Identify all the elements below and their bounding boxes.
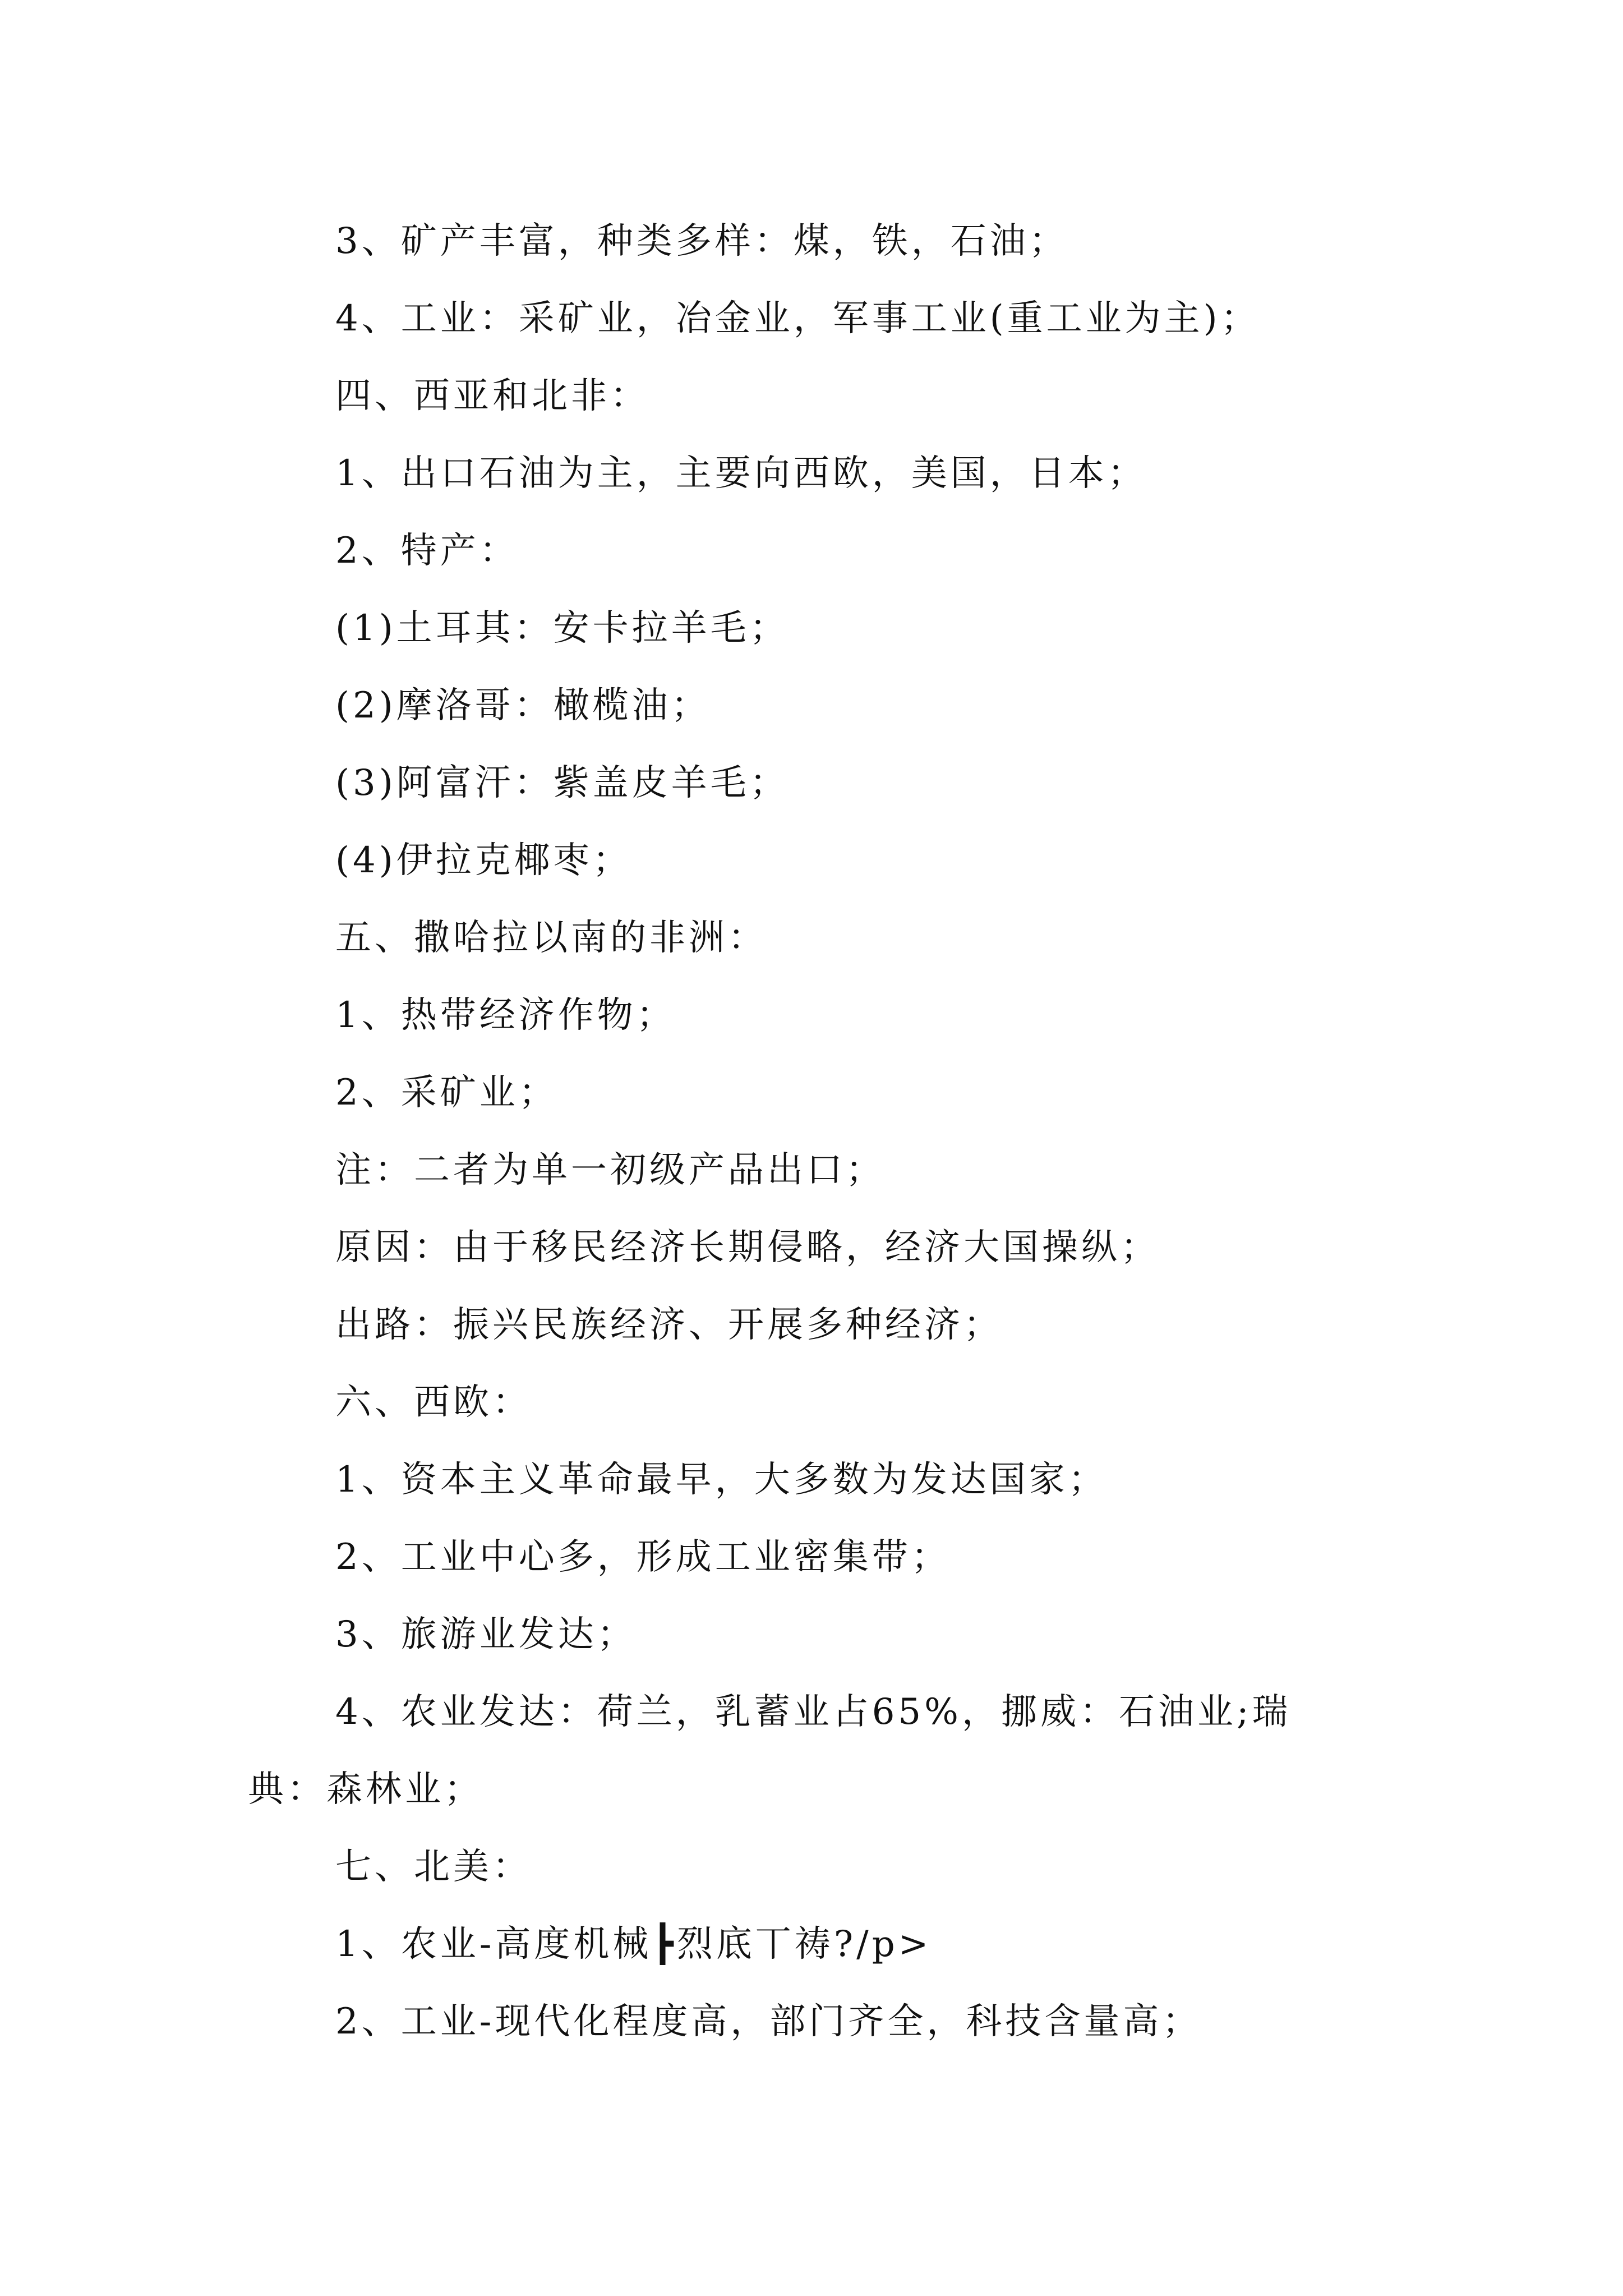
text-line: 3、矿产丰富，种类多样：煤，铁，石油；	[335, 220, 1068, 262]
text-line: (3)阿富汗：紫盖皮羊毛；	[335, 762, 789, 804]
text-line: 2、采矿业；	[335, 1072, 558, 1114]
text-line: (2)摩洛哥：橄榄油；	[335, 685, 711, 726]
text-line: (4)伊拉克椰枣；	[335, 840, 632, 881]
section-heading: 四、西亚和北非：	[335, 375, 649, 417]
text-line: 2、工业中心多，形成工业密集带；	[335, 1536, 951, 1578]
text-line: 2、工业-现代化程度高，部门齐全，科技含量高；	[335, 2001, 1202, 2042]
text-line: 1、热带经济作物；	[335, 995, 676, 1036]
text-line: 4、农业发达：荷兰，乳蓄业占65%，挪威：石油业;瑞	[335, 1691, 1292, 1733]
text-line: 原因：由于移民经济长期侵略，经济大国操纵；	[335, 1227, 1160, 1268]
section-heading: 五、撒哈拉以南的非洲：	[335, 917, 767, 959]
text-line: 4、工业：采矿业，冶金业，军事工业(重工业为主)；	[335, 298, 1260, 339]
text-line: 1、出口石油为主，主要向西欧，美国，日本；	[335, 453, 1147, 494]
section-heading: 六、西欧：	[335, 1382, 532, 1423]
text-line: 1、农业-高度机械┣烈底丅祷?/p>	[335, 1924, 932, 1965]
text-line-continuation: 典：森林业；	[248, 1769, 483, 1810]
text-line: 注：二者为单一初级产品出口；	[335, 1149, 885, 1191]
section-heading: 七、北美：	[335, 1846, 532, 1888]
text-line: 2、特产：	[335, 530, 519, 572]
text-line: (1)土耳其：安卡拉羊毛；	[335, 608, 789, 649]
text-line: 1、资本主义革命最早，大多数为发达国家；	[335, 1459, 1108, 1501]
text-line: 3、旅游业发达；	[335, 1614, 637, 1655]
text-line: 出路：振兴民族经济、开展多种经济；	[335, 1304, 1003, 1346]
